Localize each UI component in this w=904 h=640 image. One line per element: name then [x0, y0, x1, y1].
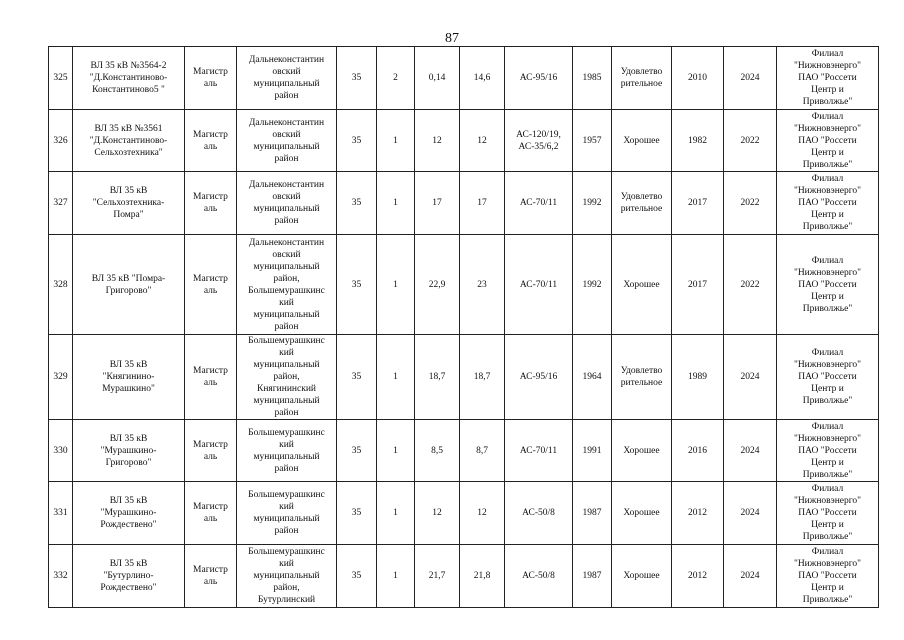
- district: Большемурашкинс кий муниципальный район, Княгининский муниципальный район: [237, 335, 337, 420]
- line-name: ВЛ 35 кВ "Княгинино- Мурашкино": [73, 335, 185, 420]
- page-number: 87: [445, 31, 459, 46]
- table-row: [49, 172, 879, 235]
- owner: Филиал "Нижновэнерго" ПАО "Россети Центр и Приволжье": [777, 172, 879, 235]
- year-plan: 2024: [724, 335, 777, 420]
- wire-brand: АС-50/8: [505, 482, 573, 545]
- year-plan: 2022: [724, 110, 777, 172]
- length-a: 17: [415, 172, 460, 235]
- circuits: 1: [377, 545, 415, 608]
- year-repair: 2017: [672, 235, 724, 335]
- year-repair: 1982: [672, 110, 724, 172]
- line-type: Магистр аль: [185, 235, 237, 335]
- row-number: 328: [49, 235, 73, 335]
- year-built: 1987: [573, 482, 612, 545]
- power-lines-table: [48, 46, 879, 608]
- line-type: Магистр аль: [185, 110, 237, 172]
- wire-brand: АС-50/8: [505, 545, 573, 608]
- year-built: 1991: [573, 420, 612, 482]
- line-name: ВЛ 35 кВ №3564-2 "Д.Константиново- Константиново5 ": [73, 47, 185, 110]
- length-a: 0,14: [415, 47, 460, 110]
- length-b: 12: [460, 110, 505, 172]
- owner: Филиал "Нижновэнерго" ПАО "Россети Центр и Приволжье": [777, 482, 879, 545]
- owner: Филиал "Нижновэнерго" ПАО "Россети Центр и Приволжье": [777, 335, 879, 420]
- year-plan: 2022: [724, 235, 777, 335]
- wire-brand: АС-95/16: [505, 335, 573, 420]
- district: Дальнеконстантин овский муниципальный район: [237, 47, 337, 110]
- length-a: 12: [415, 482, 460, 545]
- circuits: 1: [377, 235, 415, 335]
- length-b: 18,7: [460, 335, 505, 420]
- wire-brand: АС-70/11: [505, 235, 573, 335]
- district: Дальнеконстантин овский муниципальный район: [237, 110, 337, 172]
- year-plan: 2022: [724, 172, 777, 235]
- year-repair: 2016: [672, 420, 724, 482]
- year-repair: 2017: [672, 172, 724, 235]
- year-built: 1957: [573, 110, 612, 172]
- row-number: 330: [49, 420, 73, 482]
- length-a: 21,7: [415, 545, 460, 608]
- row-number: 329: [49, 335, 73, 420]
- voltage: 35: [337, 545, 377, 608]
- district: Большемурашкинс кий муниципальный район, Бутурлинский: [237, 545, 337, 608]
- table-row: [49, 110, 879, 172]
- length-b: 21,8: [460, 545, 505, 608]
- voltage: 35: [337, 420, 377, 482]
- year-plan: 2024: [724, 420, 777, 482]
- condition: Удовлетво рительное: [612, 172, 672, 235]
- table-row: [49, 420, 879, 482]
- line-name: ВЛ 35 кВ "Мурашкино- Григорово": [73, 420, 185, 482]
- table-row: [49, 545, 879, 608]
- condition: Удовлетво рительное: [612, 335, 672, 420]
- circuits: 1: [377, 172, 415, 235]
- owner: Филиал "Нижновэнерго" ПАО "Россети Центр и Приволжье": [777, 110, 879, 172]
- voltage: 35: [337, 482, 377, 545]
- year-repair: 1989: [672, 335, 724, 420]
- line-type: Магистр аль: [185, 482, 237, 545]
- length-b: 12: [460, 482, 505, 545]
- length-b: 14,6: [460, 47, 505, 110]
- district: Дальнеконстантин овский муниципальный район, Большемурашкинс кий муниципальный район: [237, 235, 337, 335]
- table-row: [49, 47, 879, 110]
- condition: Хорошее: [612, 545, 672, 608]
- line-type: Магистр аль: [185, 47, 237, 110]
- owner: Филиал "Нижновэнерго" ПАО "Россети Центр и Приволжье": [777, 545, 879, 608]
- year-built: 1987: [573, 545, 612, 608]
- line-name: ВЛ 35 кВ "Мурашкино- Рождествено": [73, 482, 185, 545]
- year-repair: 2012: [672, 482, 724, 545]
- line-name: ВЛ 35 кВ "Помра- Григорово": [73, 235, 185, 335]
- voltage: 35: [337, 110, 377, 172]
- condition: Хорошее: [612, 235, 672, 335]
- voltage: 35: [337, 335, 377, 420]
- length-b: 17: [460, 172, 505, 235]
- wire-brand: АС-70/11: [505, 172, 573, 235]
- circuits: 1: [377, 420, 415, 482]
- length-a: 12: [415, 110, 460, 172]
- voltage: 35: [337, 235, 377, 335]
- row-number: 325: [49, 47, 73, 110]
- table-row: [49, 482, 879, 545]
- length-a: 18,7: [415, 335, 460, 420]
- length-b: 23: [460, 235, 505, 335]
- circuits: 2: [377, 47, 415, 110]
- year-plan: 2024: [724, 545, 777, 608]
- line-type: Магистр аль: [185, 420, 237, 482]
- wire-brand: АС-120/19, АС-35/6,2: [505, 110, 573, 172]
- condition: Хорошее: [612, 420, 672, 482]
- year-built: 1992: [573, 172, 612, 235]
- district: Дальнеконстантин овский муниципальный район: [237, 172, 337, 235]
- line-type: Магистр аль: [185, 172, 237, 235]
- circuits: 1: [377, 335, 415, 420]
- year-repair: 2010: [672, 47, 724, 110]
- district: Большемурашкинс кий муниципальный район: [237, 482, 337, 545]
- table-row: [49, 335, 879, 420]
- year-plan: 2024: [724, 47, 777, 110]
- year-plan: 2024: [724, 482, 777, 545]
- line-type: Магистр аль: [185, 335, 237, 420]
- year-built: 1964: [573, 335, 612, 420]
- row-number: 326: [49, 110, 73, 172]
- circuits: 1: [377, 110, 415, 172]
- circuits: 1: [377, 482, 415, 545]
- condition: Хорошее: [612, 110, 672, 172]
- voltage: 35: [337, 47, 377, 110]
- line-name: ВЛ 35 кВ "Бутурлино- Рождествено": [73, 545, 185, 608]
- length-a: 22,9: [415, 235, 460, 335]
- line-name: ВЛ 35 кВ №3561 "Д.Константиново- Сельхозтехника": [73, 110, 185, 172]
- length-a: 8,5: [415, 420, 460, 482]
- year-built: 1985: [573, 47, 612, 110]
- wire-brand: АС-95/16: [505, 47, 573, 110]
- district: Большемурашкинс кий муниципальный район: [237, 420, 337, 482]
- row-number: 332: [49, 545, 73, 608]
- line-type: Магистр аль: [185, 545, 237, 608]
- year-built: 1992: [573, 235, 612, 335]
- year-repair: 2012: [672, 545, 724, 608]
- row-number: 327: [49, 172, 73, 235]
- table-row: [49, 235, 879, 335]
- line-name: ВЛ 35 кВ "Сельхозтехника- Помра": [73, 172, 185, 235]
- wire-brand: АС-70/11: [505, 420, 573, 482]
- owner: Филиал "Нижновэнерго" ПАО "Россети Центр и Приволжье": [777, 47, 879, 110]
- length-b: 8,7: [460, 420, 505, 482]
- condition: Удовлетво рительное: [612, 47, 672, 110]
- row-number: 331: [49, 482, 73, 545]
- condition: Хорошее: [612, 482, 672, 545]
- voltage: 35: [337, 172, 377, 235]
- owner: Филиал "Нижновэнерго" ПАО "Россети Центр и Приволжье": [777, 235, 879, 335]
- owner: Филиал "Нижновэнерго" ПАО "Россети Центр и Приволжье": [777, 420, 879, 482]
